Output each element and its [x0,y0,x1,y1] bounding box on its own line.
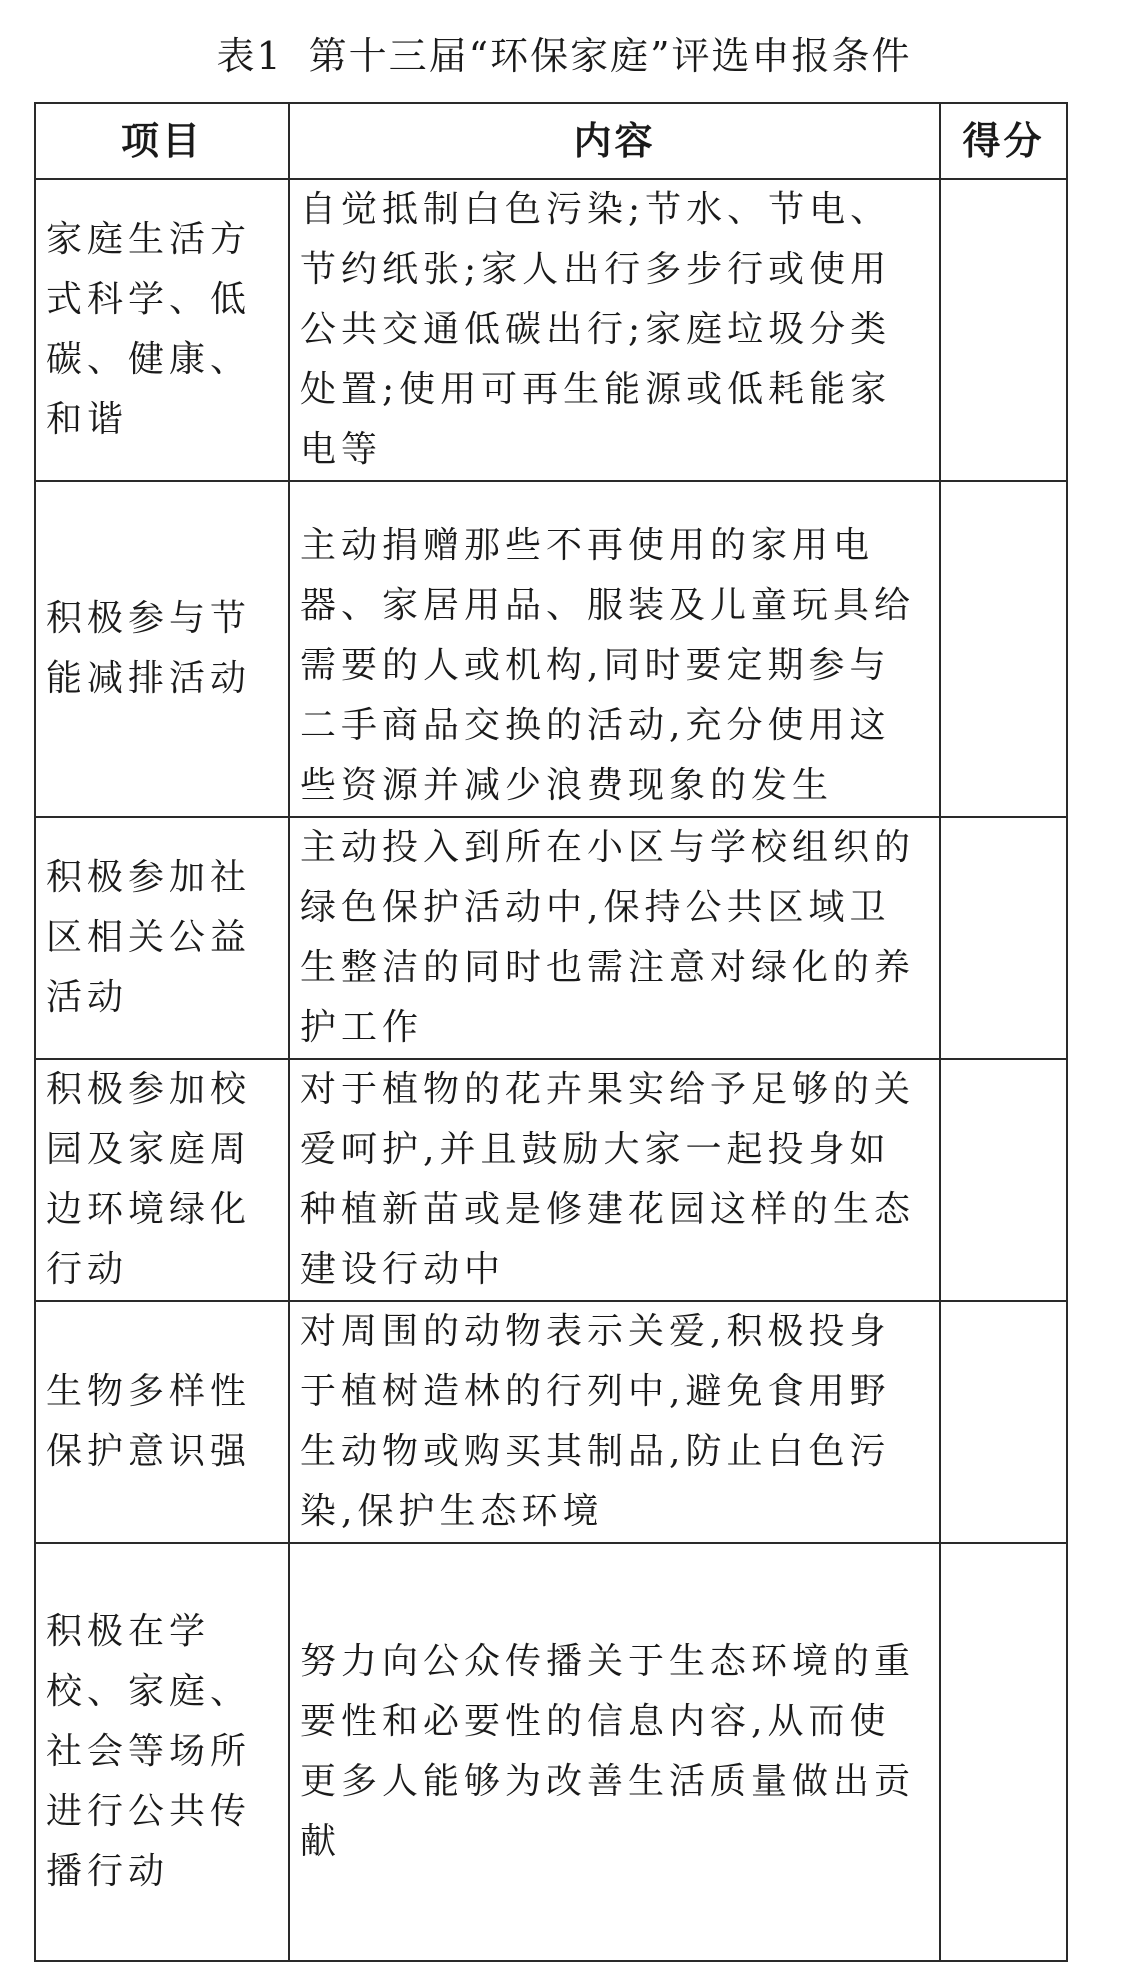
header-row [35,103,1067,179]
row-content: 对周围的动物表示关爱,积极投身于植树造林的行列中,避免食用野生动物或购买其制品,防止白色污染,保护生态环境 [289,1301,940,1543]
row-score [940,481,1067,817]
row-content: 主动捐赠那些不再使用的家用电器、家居用品、服装及儿童玩具给需要的人或机构,同时要定期参与二手商品交换的活动,充分使用这些资源并减少浪费现象的发生 [289,481,940,817]
row-score [940,179,1067,481]
table-row [35,1301,1067,1543]
table-title: 第十三届“环保家庭”评选申报条件 [308,34,912,78]
row-score [940,1301,1067,1543]
row-score [940,1543,1067,1961]
table-number: 表1 [216,34,283,78]
row-item: 积极参加社区相关公益活动 [35,817,289,1059]
row-item: 积极在学校、家庭、社会等场所进行公共传播行动 [35,1543,289,1961]
table-row [35,817,1067,1059]
criteria-table [34,102,1068,1962]
table-row [35,1059,1067,1301]
row-item: 积极参与节能减排活动 [35,481,289,817]
row-item: 家庭生活方式科学、低碳、健康、和谐 [35,179,289,481]
row-item: 生物多样性保护意识强 [35,1301,289,1543]
row-item: 积极参加校园及家庭周边环境绿化行动 [35,1059,289,1301]
table-row [35,179,1067,481]
header-item: 项目 [35,103,289,179]
table-row [35,1543,1067,1961]
header-score: 得分 [940,103,1067,179]
table-row [35,481,1067,817]
row-content: 自觉抵制白色污染;节水、节电、节约纸张;家人出行多步行或使用公共交通低碳出行;家庭垃圾分类处置;使用可再生能源或低耗能家电等 [289,179,940,481]
row-content: 主动投入到所在小区与学校组织的绿色保护活动中,保持公共区域卫生整洁的同时也需注意对绿化的养护工作 [289,817,940,1059]
row-score [940,817,1067,1059]
row-content: 对于植物的花卉果实给予足够的关爱呵护,并且鼓励大家一起投身如种植新苗或是修建花园这样的生态建设行动中 [289,1059,940,1301]
row-content: 努力向公众传播关于生态环境的重要性和必要性的信息内容,从而使更多人能够为改善生活质量做出贡献 [289,1543,940,1961]
table-caption [0,30,1128,82]
header-content: 内容 [289,103,940,179]
row-score [940,1059,1067,1301]
